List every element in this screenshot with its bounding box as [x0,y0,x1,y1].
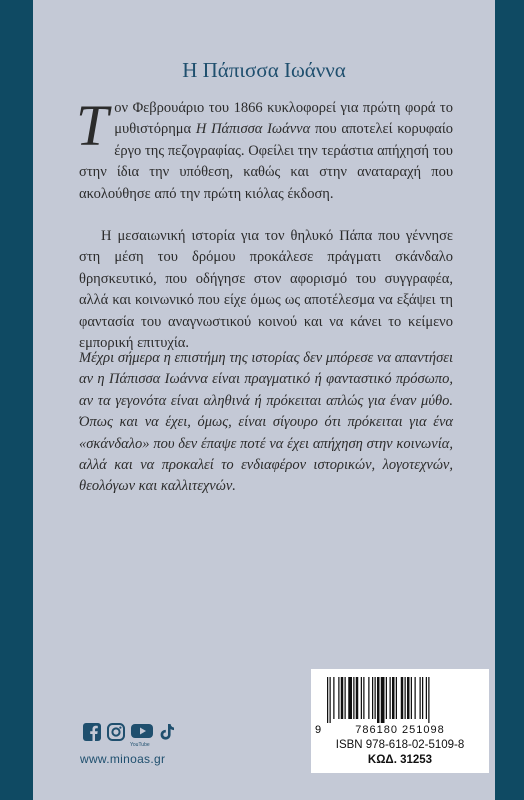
barcode-bar [428,677,429,723]
barcode-bar [375,677,376,719]
barcode-bar [368,677,369,719]
barcode-first-digit: 9 [315,724,322,736]
youtube-icon[interactable] [131,723,153,739]
barcode-bar [345,677,346,719]
barcode-bars [321,677,479,723]
barcode-bar [363,677,364,719]
barcode-bar [420,677,421,719]
barcode-bar [401,677,404,719]
barcode-bar [333,677,334,719]
barcode-bar [405,677,406,719]
barcode-bar [353,677,354,719]
paragraph-1 [76,93,454,205]
product-code: ΚΩΔ. 31253 [367,754,433,766]
paragraph-2: Η μεσαιωνική ιστορία για τον θηλυκό Πάπα που γέννησε στη μέση του δρόμου προκάλεσε πράγματι σκάνδαλο θρησκευτικό, που οδήγησε στον αφορισμό του συγγραφέα, αλλά και κοινωνικό που είχε όμως ως αποτέλεσμα να εξάψει τη φαντασία του αναγνωστικού κοινού και να κάνει το κείμενο εμπορική επιτυχία. [79,228,453,352]
barcode-bar [361,677,362,719]
barcode-bar [407,677,410,719]
barcode-bar [338,677,339,719]
barcode-bar [356,677,359,719]
barcode-label [311,669,489,773]
facebook-icon[interactable] [83,723,101,741]
barcode-bar [426,677,427,719]
barcode-bar [386,677,387,719]
barcode-bar [377,677,380,723]
publisher-website[interactable]: www.minoas.gr [80,752,166,766]
barcode-bar [390,677,391,719]
barcode-bar [327,677,328,723]
barcode-bar [415,677,416,719]
barcode-bar [381,677,385,723]
tiktok-icon[interactable] [159,723,175,741]
drop-cap: Τ [76,93,109,158]
barcode-bar [330,677,331,723]
barcode-bar [396,677,397,719]
isbn-number: ISBN 978-618-02-5109-8 [335,739,465,751]
barcode-bar [348,677,352,719]
paragraph-1-book-title: Η Πάπισσα Ιωάννα [195,121,311,138]
barcode-bar [341,677,344,719]
paragraph-1-text-b: που αποτελεί κορυφαίο έργο της πεζογραφίας. Οφείλει την τεράστια απήχησή του στην ίδια την υπόθεση, καθώς και στην αναταραχή που ακολούθησε από την πρώτη κιόλας έκδοση. [79,121,454,202]
paragraph-1-text-a: ον Φεβρουάριο του 1866 κυκλοφορεί για πρώτη φορά το μυθιστόρημα [114,100,453,138]
youtube-label: YouTube [130,742,150,748]
barcode-bar [392,677,395,719]
barcode-bar [372,677,373,719]
barcode-bar [422,677,423,719]
back-cover-panel [33,0,495,800]
paragraph-3: Μέχρι σήμερα η επιστήμη της ιστορίας δεν μπόρεσε να απαντήσει αν η Πάπισσα Ιωάννα είναι πραγματικό ή φανταστικό πρόσωπο, αν τα γεγονότα είναι αληθινά ή πρόκειται απλώς για έναν μύθο. Όπως και να έχει, όμως, είναι σίγουρο ότι πρόκειται για ένα «σκάνδαλο» που δεν έπαψε ποτέ να έχει απήχηση στην κοινωνία, αλλά και να προκαλεί το ενδιαφέρον ιστορικών, λογοτεχνών, θεολόγων και καλλιτεχνών. [79,350,453,495]
instagram-icon[interactable] [107,723,125,741]
barcode-bar [411,677,412,719]
book-title: Η Πάπισσα Ιωάννα [182,58,346,82]
barcode-digits: 786180 251098 [355,724,445,736]
